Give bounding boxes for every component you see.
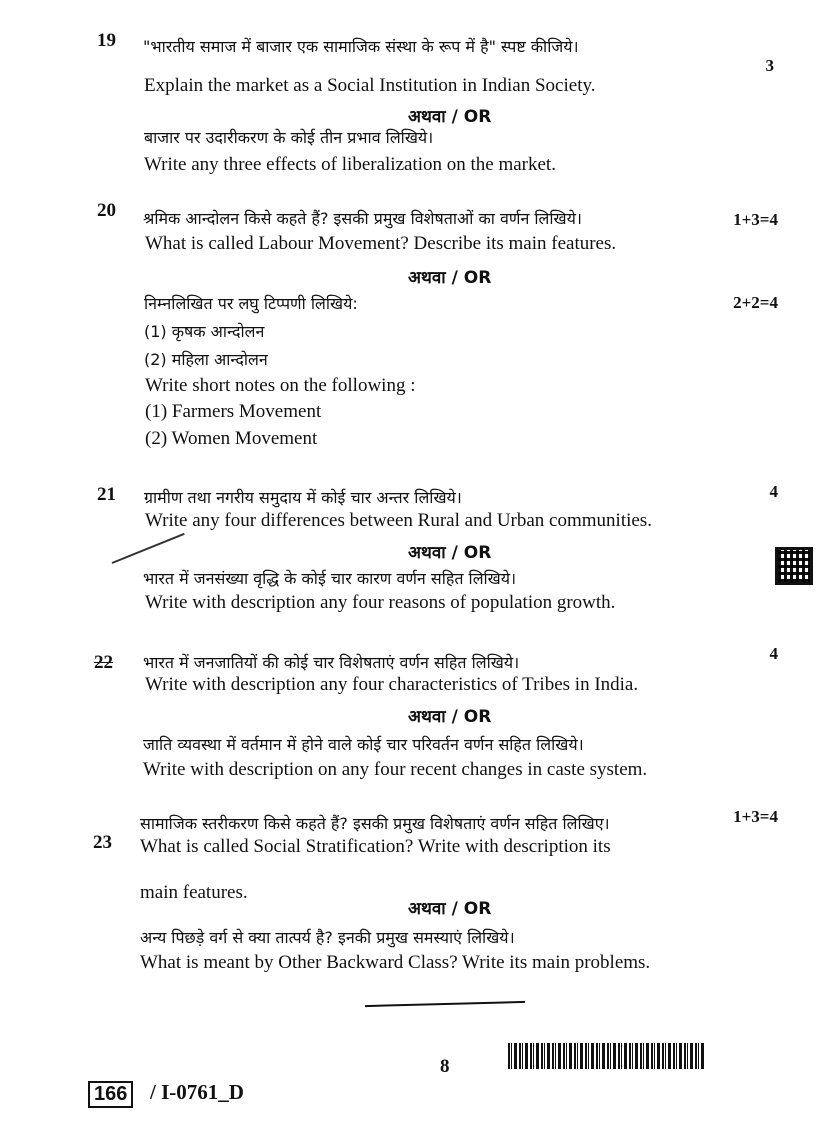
question-marks: 3 xyxy=(765,56,774,75)
or-separator: अथवा / OR xyxy=(408,707,492,727)
question-english: Write with description any four characteristics of Tribes in India. xyxy=(145,674,639,695)
alternative-hindi: निम्नलिखित पर लघु टिप्पणी लिखिये: xyxy=(144,294,358,313)
question-hindi: "भारतीय समाज में बाजार एक सामाजिक संस्था के रूप में है" स्पष्ट कीजिये। xyxy=(143,37,579,56)
alternative-hindi: बाजार पर उदारीकरण के कोई तीन प्रभाव लिखिये। xyxy=(144,128,434,147)
alternative-hindi: जाति व्यवस्था में वर्तमान में होने वाले कोई चार परिवर्तन वर्णन सहित लिखिये। xyxy=(143,735,584,754)
alternative-english: Write any three effects of liberalization on the market. xyxy=(144,154,556,175)
paper-code: / I-0761_D xyxy=(150,1080,244,1104)
question-number: 20 xyxy=(97,200,116,221)
question-english: What is called Labour Movement? Describe its main features. xyxy=(145,233,617,254)
question-number: 19 xyxy=(97,30,116,51)
alternative-english-item: (2) Women Movement xyxy=(145,428,318,449)
or-separator: अथवा / OR xyxy=(408,543,492,563)
alternative-hindi: भारत में जनसंख्या वृद्धि के कोई चार कारण वर्णन सहित लिखिये। xyxy=(143,569,517,588)
alternative-hindi-item: (2) महिला आन्दोलन xyxy=(144,350,268,369)
alternative-english: Write with description on any four recent changes in caste system. xyxy=(143,759,648,780)
or-separator: अथवा / OR xyxy=(408,107,492,127)
question-number: 22 xyxy=(94,652,113,673)
question-hindi: सामाजिक स्तरीकरण किसे कहते हैं? इसकी प्रमुख विशेषताएं वर्णन सहित लिखिए। xyxy=(140,814,610,833)
page-number: 8 xyxy=(440,1056,450,1077)
alternative-marks: 2+2=4 xyxy=(733,293,778,312)
question-number: 21 xyxy=(97,484,116,505)
question-marks: 1+3=4 xyxy=(733,807,778,826)
paper-box-number: 166 xyxy=(88,1081,133,1108)
pen-mark xyxy=(112,533,185,564)
or-separator: अथवा / OR xyxy=(408,268,492,288)
question-marks: 4 xyxy=(769,644,778,663)
question-english: What is called Social Stratification? Write with description its xyxy=(140,836,611,857)
question-hindi: भारत में जनजातियों की कोई चार विशेषताएं वर्णन सहित लिखिये। xyxy=(143,653,520,672)
alternative-hindi-item: (1) कृषक आन्दोलन xyxy=(144,322,265,341)
question-hindi: ग्रामीण तथा नगरीय समुदाय में कोई चार अन्तर लिखिये। xyxy=(144,488,462,507)
question-number: 23 xyxy=(93,832,112,853)
qr-code-icon xyxy=(775,547,813,585)
alternative-english: Write short notes on the following : xyxy=(145,375,416,396)
question-hindi: श्रमिक आन्दोलन किसे कहते हैं? इसकी प्रमुख विशेषताओं का वर्णन लिखिये। xyxy=(143,209,582,228)
barcode-icon xyxy=(508,1043,704,1069)
or-separator: अथवा / OR xyxy=(408,899,492,919)
alternative-english-item: (1) Farmers Movement xyxy=(145,401,322,422)
alternative-english: Write with description any four reasons of population growth. xyxy=(145,592,616,613)
question-marks: 4 xyxy=(769,482,778,501)
question-english-continued: main features. xyxy=(140,882,248,903)
end-of-paper-rule xyxy=(365,1001,525,1007)
alternative-english: What is meant by Other Backward Class? Write its main problems. xyxy=(140,952,651,973)
question-marks: 1+3=4 xyxy=(733,210,778,229)
alternative-hindi: अन्य पिछड़े वर्ग से क्या तात्पर्य है? इनकी प्रमुख समस्याएं लिखिये। xyxy=(140,928,515,947)
question-english: Write any four differences between Rural and Urban communities. xyxy=(145,510,652,531)
question-english: Explain the market as a Social Institution in Indian Society. xyxy=(144,75,596,96)
